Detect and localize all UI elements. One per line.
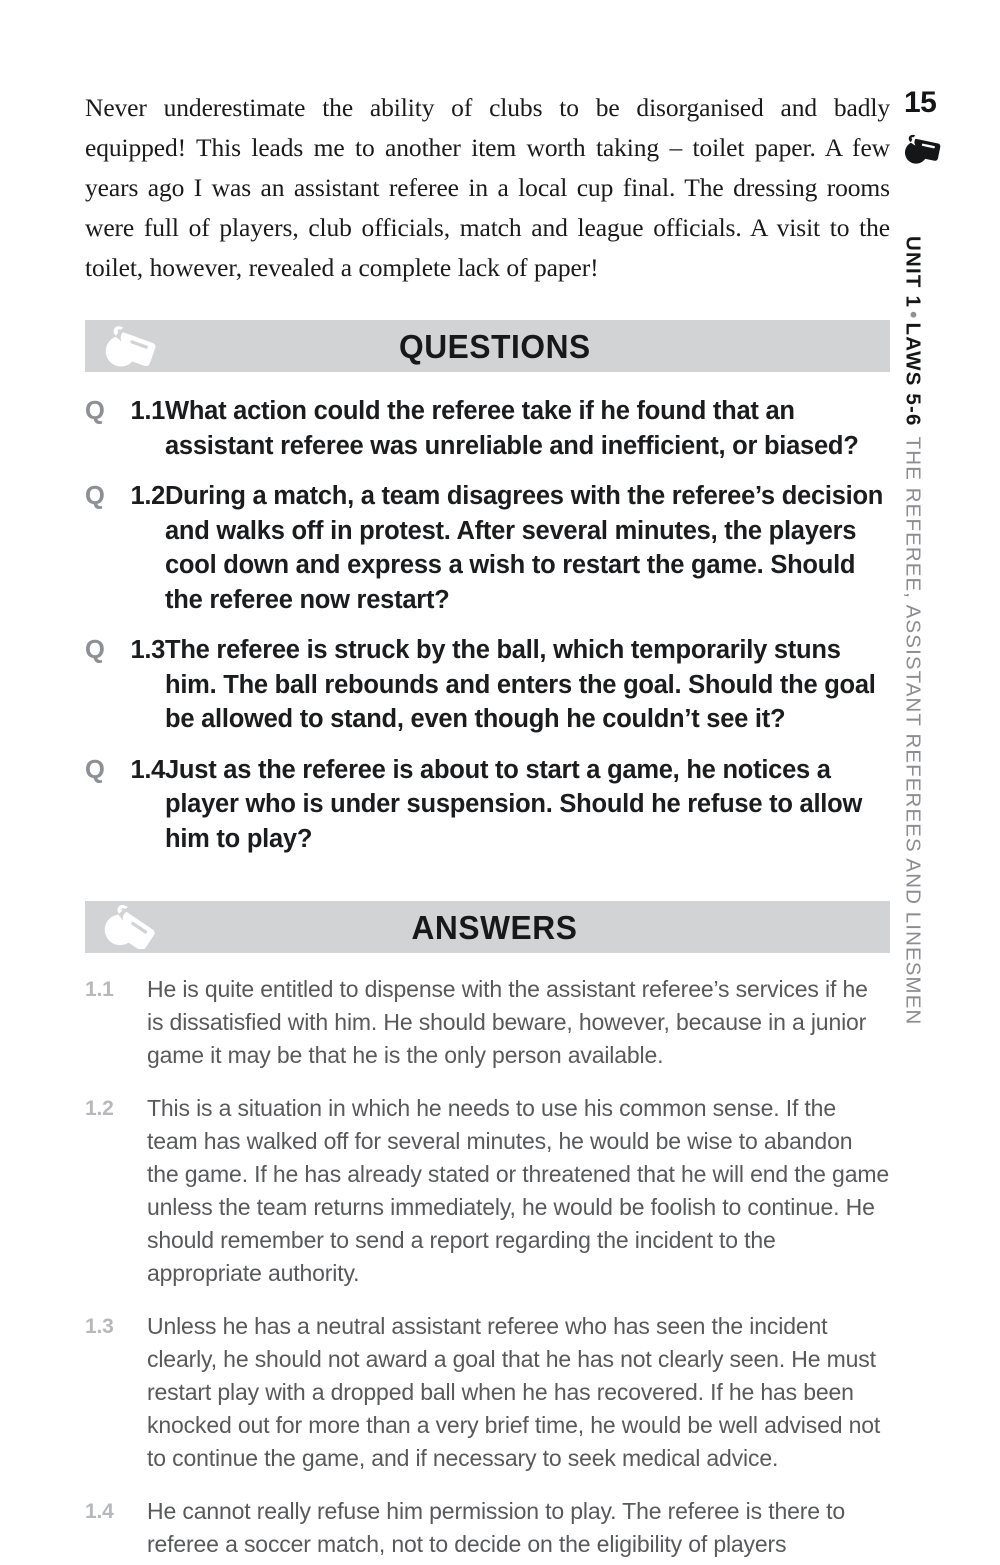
- whistle-icon: [101, 905, 159, 949]
- question-marker: [85, 394, 165, 429]
- question-item: [85, 479, 890, 617]
- intro-paragraph: Never underestimate the ability of clubs to be disorganised and badly equipped! This leads me to another item worth taking – toilet paper. A few years ago I was an assistant referee in a local cup final. The dressing rooms were full of players, club officials, match and league officials. A visit to the toilet, however, revealed a complete lack of paper!: [85, 93, 890, 282]
- answer-item: [85, 1495, 890, 1561]
- question-item: [85, 633, 890, 737]
- questions-list: [85, 394, 890, 856]
- running-head-laws: LAWS 5-6: [901, 322, 925, 427]
- running-head: [902, 236, 923, 1025]
- question-marker-letter: Q: [85, 636, 105, 664]
- question-marker-letter: Q: [85, 482, 105, 510]
- answers-list: [85, 973, 890, 1561]
- answer-item: [85, 1310, 890, 1475]
- question-item: [85, 394, 890, 463]
- answer-item: [85, 973, 890, 1072]
- question-number: 1.2: [130, 482, 165, 510]
- running-head-unit: UNIT 1: [901, 236, 925, 309]
- answer-number: 1.4: [85, 1500, 114, 1523]
- questions-bar-title: QUESTIONS: [398, 327, 591, 365]
- answer-text: Unless he has a neutral assistant referee who has seen the incident clearly, he should not award a goal that he has not clearly seen. He must restart play with a dropped ball when he has recovered. If he has been knocked out for more than a very brief time, he would be well advised not to continue the game, and if necessary to seek medical advice.: [147, 1313, 881, 1471]
- question-item: [85, 753, 890, 857]
- whistle-icon: [898, 132, 943, 166]
- running-head-topic: THE REFEREE, ASSISTANT REFEREES AND LINESMEN: [901, 436, 925, 1026]
- answers-bar-title: ANSWERS: [411, 908, 578, 946]
- question-marker: [85, 753, 165, 788]
- answer-text: He cannot really refuse him permission to play. The referee is there to referee a soccer match, not to decide on the eligibility of players: [147, 1498, 846, 1557]
- question-marker-letter: Q: [85, 755, 105, 784]
- answers-section-header: [85, 901, 890, 953]
- question-text: During a match, a team disagrees with the referee’s decision and walks off in protest. After several minutes, the players cool down and express a wish to restart the game. Should the referee now restart?: [165, 482, 884, 614]
- question-text: Just as the referee is about to start a game, he notices a player who is under suspension. Should he refuse to allow him to play?: [165, 755, 863, 853]
- question-marker: [85, 633, 165, 668]
- page-margin-column: [898, 88, 970, 1488]
- question-marker-letter: Q: [85, 397, 105, 425]
- question-number: 1.4: [130, 755, 165, 784]
- page-number: 15: [904, 86, 937, 119]
- answer-item: [85, 1092, 890, 1290]
- answer-text: He is quite entitled to dispense with the assistant referee’s services if he is dissatisfied with him. He should beware, however, because in a junior game it may be that he is the only person available.: [147, 976, 868, 1068]
- answer-number: 1.3: [85, 1315, 114, 1338]
- question-text: The referee is struck by the ball, which temporarily stuns him. The ball rebounds and enters the goal. Should the goal be allowed to stand, even though he couldn’t see it?: [165, 636, 876, 733]
- question-text: What action could the referee take if he found that an assistant referee was unreliable and inefficient, or biased?: [165, 397, 859, 460]
- answer-text: This is a situation in which he needs to use his common sense. If the team has walked off for several minutes, he would be wise to abandon the game. If he has already stated or threatened that he will end the game unless the team returns immediately, he would be foolish to continue. He should remember to send a report regarding the incident to the appropriate authority.: [147, 1095, 889, 1286]
- whistle-icon: [101, 324, 159, 368]
- page-content-column: [85, 88, 890, 1561]
- answer-number: 1.1: [85, 978, 114, 1001]
- question-number: 1.3: [130, 636, 165, 664]
- question-number: 1.1: [130, 397, 165, 425]
- running-head-separator: •: [901, 311, 925, 320]
- question-marker: [85, 479, 165, 514]
- questions-section-header: [85, 320, 890, 372]
- answer-number: 1.2: [85, 1097, 114, 1120]
